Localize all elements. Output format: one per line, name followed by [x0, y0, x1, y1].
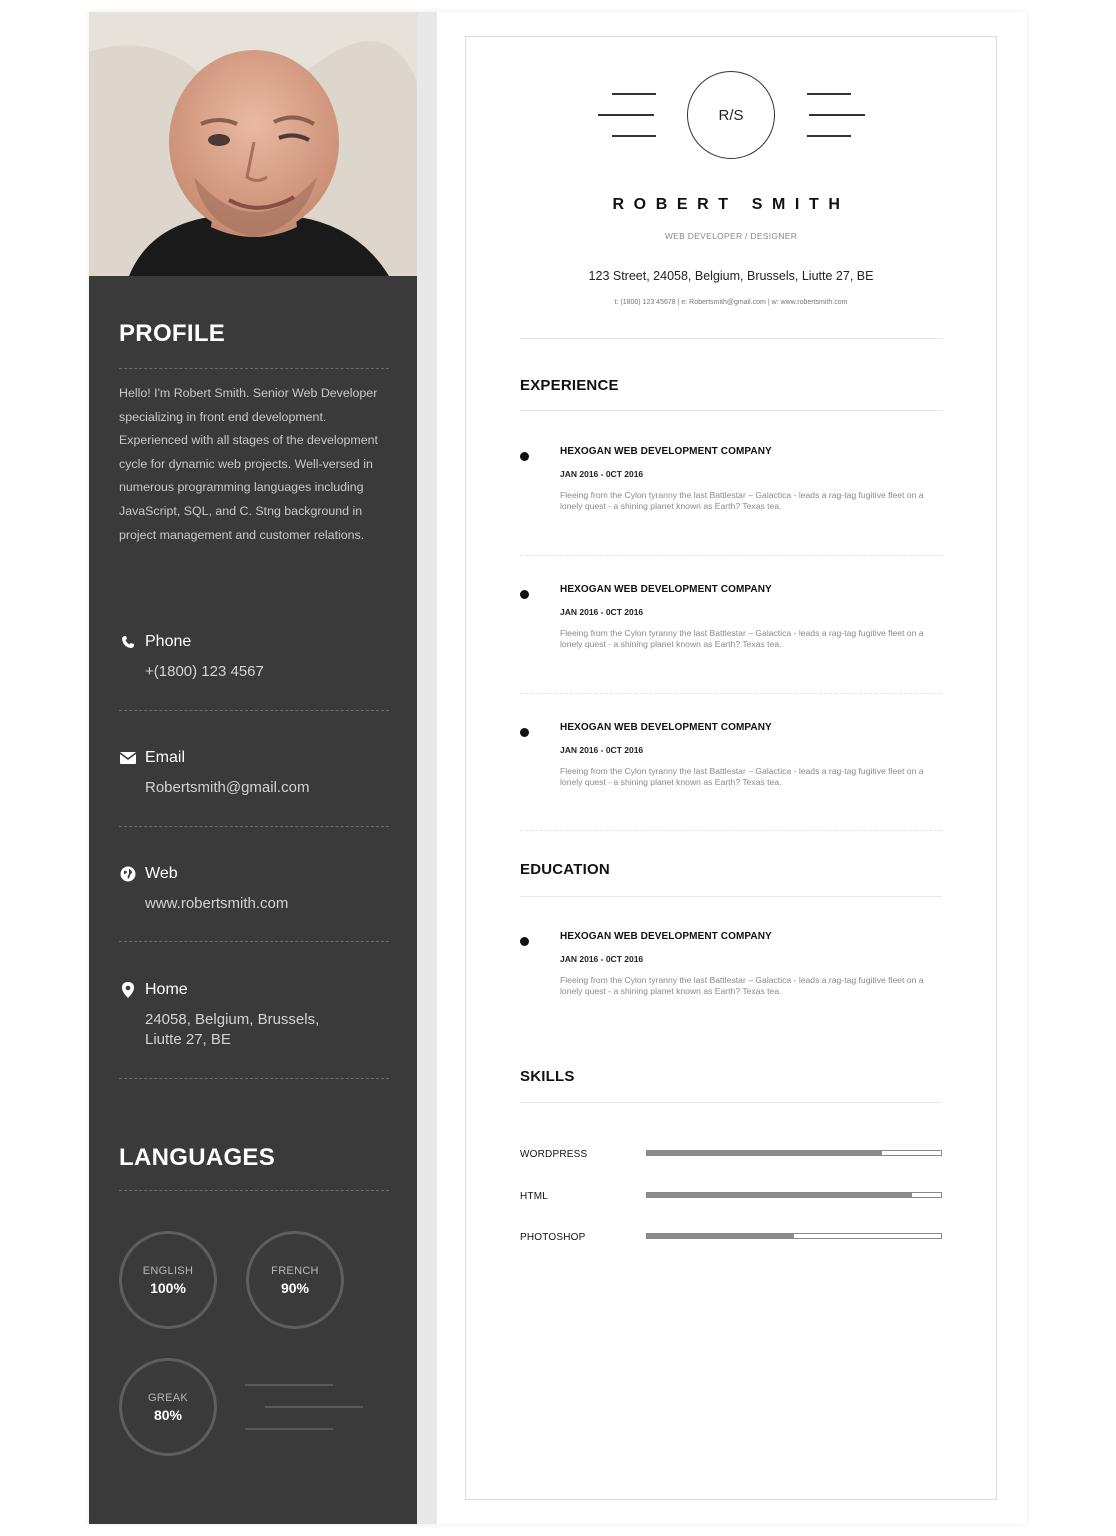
skill-bar-wordpress [646, 1150, 942, 1156]
language-percent: 100% [150, 1279, 186, 1296]
skill-bar-fill [647, 1193, 912, 1197]
skill-bar-fill [647, 1151, 882, 1155]
description: Fleeing from the Cylon tyranny the last Battlestar – Galactica - leads a rag-tag fugitive fleet on a lonely quest - a shining planet known as Earth? Texas tea. [560, 490, 924, 512]
full-name: ROBERT SMITH [612, 196, 850, 213]
skill-name: WORDPRESS [520, 1149, 588, 1160]
language-french [246, 1231, 344, 1329]
language-name: ENGLISH [142, 1264, 194, 1277]
company-name: HEXOGAN WEB DEVELOPMENT COMPANY [560, 584, 772, 595]
company-name: HEXOGAN WEB DEVELOPMENT COMPANY [560, 446, 772, 457]
job-title: WEB DEVELOPER / DESIGNER [664, 231, 798, 241]
date-range: JAN 2016 - 0CT 2016 [560, 954, 644, 964]
location-pin-icon [119, 981, 137, 999]
language-name: FRENCH [271, 1264, 319, 1277]
divider [520, 555, 942, 556]
divider [119, 1078, 389, 1079]
skill-bar-photoshop [646, 1233, 942, 1239]
contact-value-line: Liutte 27, BE [145, 1031, 231, 1048]
profile-heading: PROFILE [119, 320, 226, 347]
skill-name: HTML [520, 1191, 549, 1202]
contact-value: +(1800) 123 4567 [145, 663, 264, 680]
profile-text: Hello! I'm Robert Smith. Senior Web Developer specializing in front end development. Experienced with all stages of the development cycle for dynamic web projects. Well-versed in numerous programming languages including JavaScript, SQL, and C. Stng background in project management and customer relations. [119, 386, 378, 542]
description: Fleeing from the Cylon tyranny the last Battlestar – Galactica - leads a rag-tag fugitive fleet on a lonely quest - a shining planet known as Earth? Texas tea. [560, 975, 924, 997]
column-gutter [417, 12, 437, 1524]
divider [119, 710, 389, 711]
divider [520, 693, 942, 694]
date-range: JAN 2016 - 0CT 2016 [560, 607, 644, 617]
address: 123 Street, 24058, Belgium, Brussels, Liutte 27, BE [588, 269, 874, 283]
sidebar [89, 12, 417, 1524]
contact-value: Robertsmith@gmail.com [145, 779, 310, 796]
contact-value [145, 1010, 399, 1050]
monogram-logo: R/S [687, 71, 775, 159]
globe-icon [119, 865, 137, 883]
contact-web [119, 864, 399, 914]
languages-heading: LANGUAGES [119, 1144, 276, 1171]
contact-label: Web [145, 865, 178, 882]
decorative-line [245, 1384, 333, 1386]
description: Fleeing from the Cylon tyranny the last Battlestar – Galactica - leads a rag-tag fugitive fleet on a lonely quest - a shining planet known as Earth? Texas tea. [560, 628, 924, 650]
contact-label: Home [145, 981, 188, 998]
decorative-line [612, 93, 656, 95]
decorative-line [265, 1406, 363, 1408]
divider [119, 368, 389, 369]
decorative-line [598, 114, 654, 116]
skill-bar-fill [647, 1234, 794, 1238]
contact-line: t: (1800) 123 45678 | e: Robertsmith@gmail.com | w: www.robertsmith.com [614, 299, 848, 306]
company-name: HEXOGAN WEB DEVELOPMENT COMPANY [560, 722, 772, 733]
divider [520, 410, 942, 411]
profile-photo [89, 12, 417, 276]
divider [119, 941, 389, 942]
language-name: GREAK [147, 1391, 188, 1404]
contact-phone [119, 632, 399, 682]
divider [119, 1190, 389, 1191]
skills-heading: SKILLS [520, 1068, 575, 1085]
skill-bar-html [646, 1192, 942, 1198]
language-percent: 90% [280, 1279, 310, 1296]
contact-value: www.robertsmith.com [145, 895, 289, 912]
divider [520, 830, 942, 831]
decorative-line [809, 114, 865, 116]
phone-icon [119, 633, 137, 651]
envelope-icon [119, 749, 137, 767]
contact-label: Phone [145, 633, 192, 650]
bullet-icon [520, 590, 529, 599]
date-range: JAN 2016 - 0CT 2016 [560, 745, 644, 755]
divider [520, 1102, 942, 1103]
divider [520, 896, 942, 897]
experience-heading: EXPERIENCE [520, 377, 619, 394]
bullet-icon [520, 728, 529, 737]
contact-home [119, 980, 399, 1050]
contact-label: Email [145, 749, 186, 766]
contact-email [119, 748, 399, 798]
divider [119, 826, 389, 827]
bullet-icon [520, 937, 529, 946]
decorative-line [807, 93, 851, 95]
decorative-line [245, 1428, 333, 1430]
language-greak [119, 1358, 217, 1456]
decorative-line [807, 135, 851, 137]
skill-name: PHOTOSHOP [520, 1232, 586, 1243]
decorative-line [612, 135, 656, 137]
education-heading: EDUCATION [520, 861, 610, 878]
language-english [119, 1231, 217, 1329]
bullet-icon [520, 452, 529, 461]
company-name: HEXOGAN WEB DEVELOPMENT COMPANY [560, 931, 772, 942]
date-range: JAN 2016 - 0CT 2016 [560, 469, 644, 479]
description: Fleeing from the Cylon tyranny the last Battlestar – Galactica - leads a rag-tag fugitive fleet on a lonely quest - a shining planet known as Earth? Texas tea. [560, 766, 924, 788]
contact-value-line: 24058, Belgium, Brussels, [145, 1011, 320, 1028]
divider [520, 338, 942, 339]
language-percent: 80% [153, 1406, 183, 1423]
